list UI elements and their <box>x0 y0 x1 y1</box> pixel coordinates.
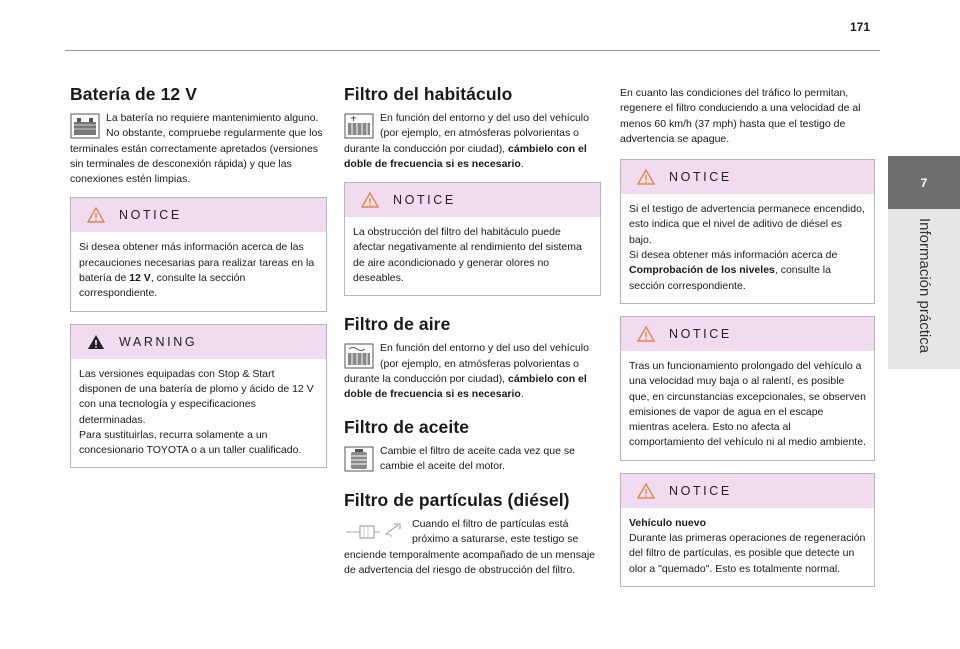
air-filter-text-start: En función del entorno y del uso del vehículo (por ejemplo, en atmósferas polvorientas o durante la conducción por ciudad), <box>344 342 589 385</box>
notice-header <box>71 198 326 232</box>
warning-label: WARNING <box>119 334 198 349</box>
notice-text-end: , consulte la sección correspondiente. <box>79 272 246 300</box>
cabin-filter-section <box>344 111 601 172</box>
page-number: 171 <box>849 20 870 34</box>
notice-header <box>621 160 874 194</box>
air-filter-text-bold: cámbielo con el doble de frecuencia si es necesario <box>344 372 587 401</box>
oil-filter-section <box>344 444 601 475</box>
warning-text-2: Para sustituirlas, recurra solamente a un concesionario TOYOTA o a un taller cualificado. <box>79 428 302 457</box>
warning-text-1: Las versiones equipadas con Stop & Start disponen de una batería de plomo y ácido de 12 V con una tecnología y especificaciones determinadas. <box>79 367 314 426</box>
notice-text-1: Si el testigo de advertencia permanece encendido, esto indica que el nivel de aditivo de diésel es bajo. <box>629 203 865 246</box>
notice-text-2-end: , consulte la sección correspondiente. <box>629 264 831 292</box>
notice-label: NOTICE <box>119 208 182 223</box>
notice-subtitle: Vehículo nuevo <box>629 516 707 529</box>
notice-label: NOTICE <box>393 193 456 208</box>
new-vehicle-notice <box>620 473 875 587</box>
additive-notice <box>620 159 875 304</box>
air-filter-icon <box>344 343 374 369</box>
notice-body <box>71 232 326 310</box>
cabin-filter-icon <box>344 113 374 139</box>
warning-triangle-icon <box>87 334 105 350</box>
cabin-filter-text-end: . <box>520 157 524 170</box>
particle-filter-title: Filtro de partículas (diésel) <box>344 490 570 511</box>
regeneration-intro: En cuanto las condiciones del tráfico lo permitan, regenere el filtro conduciendo a una velocidad de al menos 60 km/h (37 mph) hasta que el testigo de advertencia se apague. <box>620 87 861 145</box>
column-3 <box>620 86 875 587</box>
notice-body <box>621 508 874 586</box>
notice-header <box>621 474 874 508</box>
particle-filter-text: Cuando el filtro de partículas está próximo a saturarse, este testigo se enciende temporalmente acompañado de un mensaje de advertencia del riesgo de obstrucción del filtro. <box>344 518 596 577</box>
caution-triangle-icon <box>87 207 105 223</box>
chapter-number: 7 <box>920 175 928 190</box>
notice-label: NOTICE <box>669 326 732 341</box>
air-filter-title: Filtro de aire <box>344 314 451 335</box>
column-1 <box>70 84 327 468</box>
notice-body: Tras un funcionamiento prolongado del vehículo a una velocidad muy baja o al ralentí, es posible que, en circunstancias excepcionales, se observen emisiones de vapor de agua en el escape mientras acelera. Esto no afecta al comportamiento del vehículo ni al medio ambiente. <box>629 359 866 449</box>
notice-text-2 <box>629 248 866 294</box>
battery-warning <box>70 324 327 469</box>
steam-notice <box>620 316 875 461</box>
notice-header <box>621 317 874 351</box>
notice-text-start: Si desea obtener más información acerca de las precauciones necesarias para realizar tareas en la batería de <box>79 241 315 285</box>
notice-body: La obstrucción del filtro del habitáculo puede afectar negativamente al rendimiento del sistema de aire acondicionado y generar olores no deseables. <box>353 226 582 285</box>
oil-filter-title: Filtro de aceite <box>344 416 470 437</box>
notice-body <box>621 194 874 303</box>
battery-maintenance-icon <box>70 113 100 139</box>
particle-filter-warning-icon <box>344 519 406 541</box>
battery-notice <box>70 197 327 311</box>
caution-triangle-icon <box>637 169 655 185</box>
top-rule <box>65 50 880 51</box>
oil-filter-text: Cambie el filtro de aceite cada vez que se cambie el aceite del motor. <box>380 444 575 472</box>
chapter-title: Información práctica <box>916 218 933 354</box>
caution-triangle-icon <box>361 192 379 208</box>
warning-body <box>71 359 326 468</box>
cabin-filter-text-start: En función del entorno y del uso del vehículo (por ejemplo, en atmósferas polvorientas o durante la conducción por ciudad), <box>344 112 589 155</box>
cabin-filter-notice <box>344 182 601 296</box>
caution-triangle-icon <box>637 326 655 342</box>
oil-filter-icon <box>344 446 374 472</box>
notice-text: Durante las primeras operaciones de regeneración del filtro de partículas, es posible que detecte un olor a "quemado". Esto es totalmente normal. <box>629 532 866 575</box>
notice-label: NOTICE <box>669 170 732 185</box>
caution-triangle-icon <box>637 483 655 499</box>
cabin-filter-title: Filtro del habitáculo <box>344 84 513 104</box>
battery-section <box>70 111 327 187</box>
air-filter-section <box>344 341 601 402</box>
notice-text-2-bold: Comprobación de los niveles <box>629 264 775 277</box>
notice-header <box>345 183 600 217</box>
air-filter-text-end: . <box>520 388 524 401</box>
battery-text: La batería no requiere mantenimiento alguno. No obstante, compruebe regularmente que los terminales están correctamente apretados (versiones sin terminales de desconexión rápida) y que las conexiones estén limpias. <box>70 112 323 186</box>
particle-filter-section <box>344 517 601 578</box>
notice-text-bold: 12 V <box>129 272 151 285</box>
cabin-filter-text-bold: cámbielo con el doble de frecuencia si es necesario <box>344 142 587 170</box>
chapter-tab[interactable] <box>888 156 960 209</box>
warning-header <box>71 325 326 359</box>
battery-title: Batería de 12 V <box>70 84 197 104</box>
notice-text-2-start: Si desea obtener más información acerca de <box>629 249 838 262</box>
column-2 <box>344 84 601 578</box>
notice-label: NOTICE <box>669 483 732 498</box>
